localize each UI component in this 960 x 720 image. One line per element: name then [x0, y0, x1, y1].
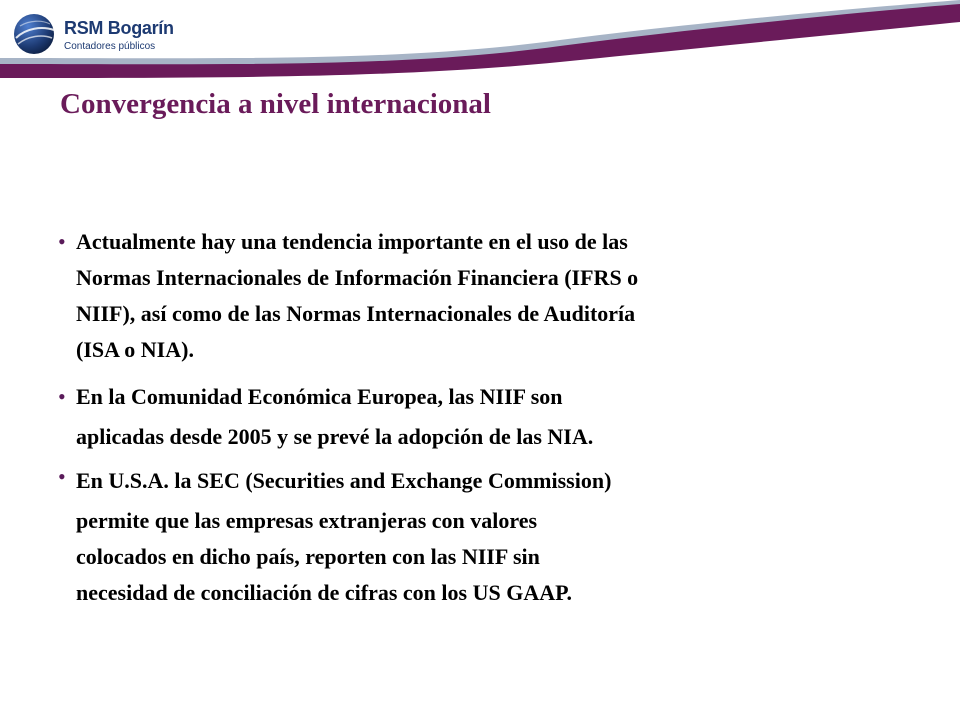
bullet-line: aplicadas desde 2005 y se prevé la adopción de las NIA.: [76, 424, 594, 449]
company-logo: [10, 10, 210, 60]
globe-logo-icon: [10, 10, 58, 58]
bullet-point-icon: •: [58, 229, 66, 254]
bullet-item: [58, 224, 858, 368]
bullet-line: permite que las empresas extranjeras con valores: [76, 508, 538, 533]
logo-tagline: Contadores públicos: [64, 41, 156, 52]
bullet-line: (ISA o NIA).: [76, 337, 194, 362]
bullet-line: NIIF), así como de las Normas Internacionales de Auditoría: [76, 301, 636, 326]
bullet-line: En la Comunidad Económica Europea, las NIIF son: [76, 384, 563, 409]
bullet-line: Actualmente hay una tendencia importante en el uso de las: [76, 229, 628, 254]
logo-name: RSM Bogarín: [64, 18, 174, 38]
bullet-line: En U.S.A. la SEC (Securities and Exchange Commission): [76, 468, 612, 493]
bullet-item: [58, 459, 858, 611]
bullet-line: Normas Internacionales de Información Financiera (IFRS o: [76, 265, 639, 290]
slide-title: Convergencia a nivel internacional: [60, 88, 491, 120]
bullet-point-icon: •: [58, 464, 66, 489]
bullet-list: [58, 224, 858, 611]
bullet-line: colocados en dicho país, reporten con las NIIF sin: [76, 544, 540, 569]
bullet-point-icon: •: [58, 384, 66, 409]
bullet-item: [58, 377, 858, 457]
bullet-line: necesidad de conciliación de cifras con los US GAAP.: [76, 580, 573, 605]
